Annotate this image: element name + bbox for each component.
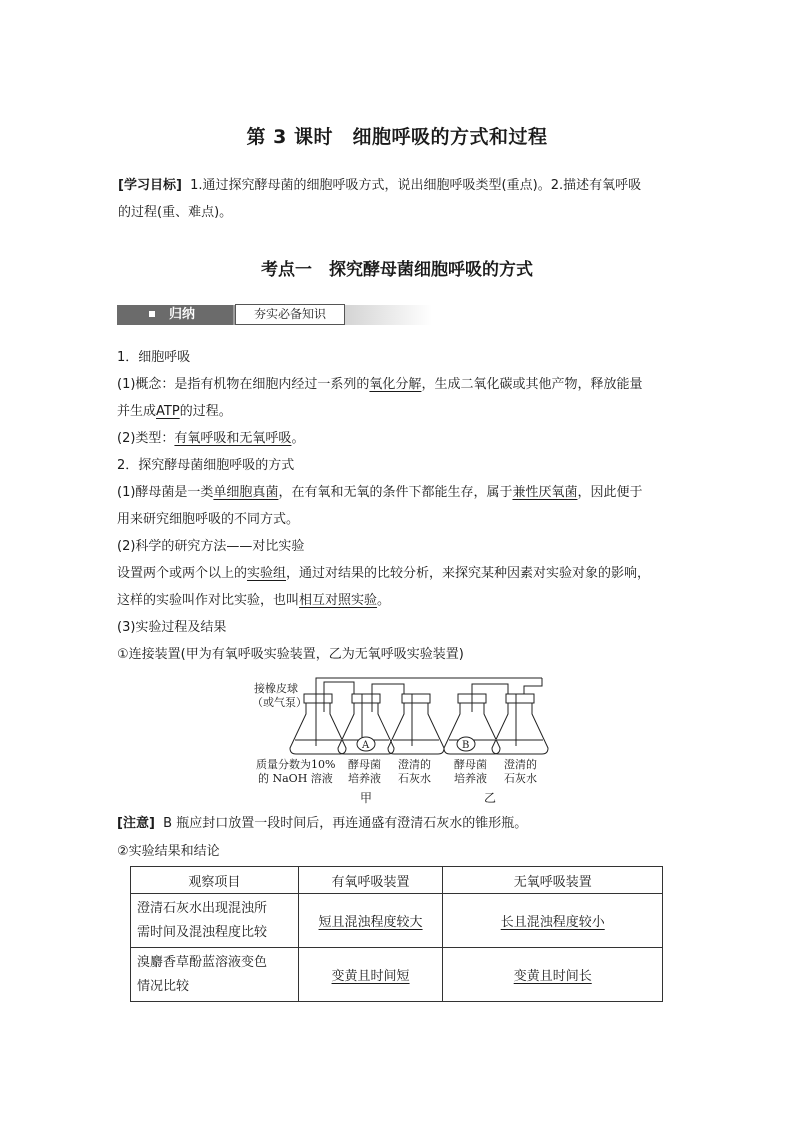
- naoh-label-2: 的 NaOH 溶液: [258, 772, 333, 785]
- banner-box: 夯实必备知识: [235, 304, 345, 325]
- group-yi-label: 乙: [484, 791, 497, 805]
- bulb-label-2: （或气泵）: [252, 696, 307, 709]
- table-header-row: [131, 867, 663, 894]
- banner-label: 归纳: [169, 307, 196, 322]
- table-cell: [443, 894, 663, 948]
- flask-lime-1: [388, 702, 444, 754]
- note-text: B 瓶应封口放置一段时间后，再连通盛有澄清石灰水的锥形瓶。: [163, 816, 528, 831]
- method-line: (2)科学的研究方法——对比实验: [117, 539, 305, 554]
- flask-naoh: [290, 702, 346, 754]
- flask-a-label: A: [362, 740, 370, 751]
- fill-blank: 实验组: [247, 566, 287, 581]
- table-cell: [298, 948, 443, 1002]
- table-header: 无氧呼吸装置: [443, 867, 663, 894]
- yeast-b-label-1: 酵母菌: [454, 758, 487, 771]
- results-table: [130, 866, 663, 1002]
- apparatus-diagram: [246, 672, 556, 808]
- table-row: [131, 948, 663, 1002]
- fill-blank: 长且混浊程度较小: [500, 915, 605, 930]
- heading-yeast-experiment: 2．探究酵母菌细胞呼吸的方式: [117, 458, 295, 473]
- yeast-line: (1)酵母菌是一类单细胞真菌，在有氧和无氧的条件下都能生存，属于兼性厌氧菌，因此便于: [117, 485, 643, 500]
- setup-line: 设置两个或两个以上的实验组，通过对结果的比较分析，来探究某种因素对实验对象的影响，: [117, 566, 651, 581]
- learning-goals: [118, 172, 678, 226]
- naoh-label-1: 质量分数为10%: [256, 758, 336, 771]
- yeast-line-2: 用来研究细胞呼吸的不同方式。: [117, 512, 300, 527]
- table-header: 观察项目: [131, 867, 299, 894]
- fill-blank: 变黄且时间短: [331, 969, 410, 984]
- note-tag: [注意]: [117, 816, 155, 831]
- flask-b-label: B: [462, 740, 470, 751]
- fill-blank: ATP: [156, 404, 180, 419]
- fill-blank: 兼性厌氧菌: [512, 485, 578, 500]
- fill-blank: 氧化分解: [369, 377, 422, 392]
- content-body: [117, 344, 679, 668]
- concept-line: (1)概念：是指有机物在细胞内经过一系列的氧化分解，生成二氧化碳或其他产物，释放能量: [117, 377, 643, 392]
- fill-blank: 单细胞真菌: [213, 485, 279, 500]
- lime-label-1: 澄清的: [398, 758, 431, 771]
- yeast-label-2: 培养液: [348, 772, 381, 785]
- section-banner: [117, 303, 432, 327]
- fill-blank: 相互对照实验: [299, 593, 378, 608]
- stopper: [352, 694, 380, 703]
- concept-line-2: 并生成ATP的过程。: [117, 404, 232, 419]
- group-jia-label: 甲: [360, 791, 373, 805]
- type-line: (2)类型：有氧呼吸和无氧呼吸。: [117, 431, 305, 446]
- heading-cell-respiration: 1．细胞呼吸: [117, 350, 191, 365]
- table-header: 有氧呼吸装置: [298, 867, 443, 894]
- fill-blank: 短且混浊程度较大: [318, 915, 423, 930]
- learning-goals-tag: [学习目标]: [118, 178, 182, 193]
- section-title: 考点一 探究酵母菌细胞呼吸的方式: [261, 260, 533, 280]
- square-bullet-icon: [149, 311, 155, 317]
- table-cell: [298, 894, 443, 948]
- bulb-label-1: 接橡皮球: [254, 682, 298, 695]
- table-row: [131, 894, 663, 948]
- flask-tube: [516, 678, 542, 746]
- flask-lime-2: [492, 702, 548, 754]
- table-cell: [443, 948, 663, 1002]
- stopper: [506, 694, 534, 703]
- lime-b-label-2: 石灰水: [504, 772, 537, 785]
- table-cell-item: 澄清石灰水出现混浊所 需时间及混浊程度比较: [131, 894, 299, 948]
- stopper: [402, 694, 430, 703]
- lime-label-2: 石灰水: [398, 772, 431, 785]
- banner-label-block: [117, 305, 233, 325]
- process-line: (3)实验过程及结果: [117, 620, 227, 635]
- results-title: ②实验结果和结论: [117, 844, 220, 859]
- learning-goals-line-2: 的过程(重、难点)。: [118, 205, 233, 220]
- stopper: [304, 694, 332, 703]
- learning-goals-line-1: 1.通过探究酵母菌的细胞呼吸方式，说出细胞呼吸类型(重点)。2.描述有氧呼吸: [190, 178, 642, 193]
- yeast-b-label-2: 培养液: [454, 772, 487, 785]
- setup-line-2: 这样的实验叫作对比实验，也叫相互对照实验。: [117, 593, 391, 608]
- table-cell-item: 溴麝香草酚蓝溶液变色 情况比较: [131, 948, 299, 1002]
- fill-blank: 变黄且时间长: [513, 969, 592, 984]
- fill-blank: 有氧呼吸和无氧呼吸: [174, 431, 292, 446]
- yeast-label-1: 酵母菌: [348, 758, 381, 771]
- lime-b-label-1: 澄清的: [504, 758, 537, 771]
- page-title: 第 3 课时 细胞呼吸的方式和过程: [246, 126, 548, 148]
- connect-line: ①连接装置(甲为有氧呼吸实验装置，乙为无氧呼吸实验装置): [117, 647, 464, 662]
- note: [117, 810, 527, 837]
